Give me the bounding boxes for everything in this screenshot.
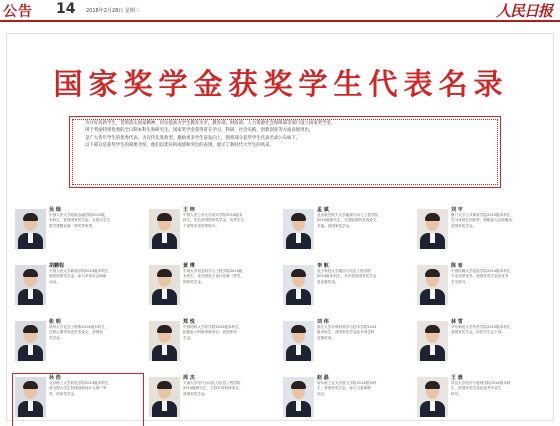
winner-description-line: 获国家奖学金。: [183, 391, 209, 396]
winner-photo: [417, 321, 448, 361]
winner-card: [415, 318, 545, 372]
winner-name: 郑 悦: [183, 319, 195, 325]
winner-name: 周 杰: [183, 375, 195, 381]
winner-photo: [149, 321, 180, 361]
winner-card: [147, 262, 277, 316]
winner-name: 陈 希: [451, 263, 463, 269]
winner-description-line: 及竞赛奖项。: [317, 279, 339, 284]
date-line: 2018年2月28日 星期三: [86, 8, 140, 14]
winner-description: [49, 213, 141, 257]
winner-description-line: 活动。: [49, 279, 60, 284]
winner-description-line: 奖学金。: [49, 335, 64, 340]
winner-description: [451, 269, 543, 313]
winner-photo: [283, 265, 314, 305]
winner-description-line: 积极参与科研训练项目，获国家奖: [183, 330, 237, 335]
winner-description-line: 本科生，获全国电子设计竞赛一等奖、: [183, 274, 245, 279]
winner-description-line: 多篇，获国家奖学金。: [317, 223, 353, 228]
winner-description-line: 华东师范大学外语学院2015级本科生，: [451, 325, 515, 329]
winner-card: [13, 374, 143, 426]
winner-description: [317, 213, 409, 257]
winner-description-line: 学生称号。: [451, 279, 469, 284]
page-header: [0, 0, 560, 22]
winner-description-line: 2014级本科生，多次获得国家奖学金: [317, 274, 377, 279]
winner-description: [451, 213, 543, 257]
winner-name: 吴 瑞: [49, 207, 61, 213]
winner-name: 王 坤: [183, 207, 195, 213]
winner-name: 刘 伟: [317, 319, 329, 325]
winner-description-line: 获全国大学生机械创新设计大赛一等: [49, 386, 107, 391]
intro-paragraph: 为开好高新学生，贯彻落实国家精神，切实提高大学生教育水平，教育部、财政部、人力资源社会保障部等部门设立国家奖学金，: [85, 121, 336, 126]
page-number: 14: [56, 1, 76, 17]
winner-description: [317, 325, 409, 369]
winner-description-line: 北京航空航天大学能源与动力工程学院: [317, 213, 379, 217]
winner-card: [415, 206, 545, 260]
winner-description: [183, 381, 275, 425]
winner-description-line: 2015级研究生，主持多项科研项目，: [183, 386, 243, 391]
winner-description-line: 称号。: [451, 391, 462, 396]
winner-description: [49, 381, 141, 425]
winner-description-line: 清华大学化学工程系2014级本科生，: [49, 325, 109, 329]
winner-description-line: 中国人民公安大学治安学院2014级本: [183, 213, 243, 217]
winner-card: [415, 262, 545, 316]
winner-description-line: 曾获国家奖学金，参与多项社会调研: [49, 274, 107, 279]
winner-description-line: 国家奖学金。: [183, 279, 205, 284]
winner-description-line: 在核心期刊发表学术论文，获国家: [49, 330, 103, 335]
section-name: 公告: [3, 4, 33, 20]
winner-description-line: 生，获国家奖学金及优秀毕业生: [451, 386, 502, 391]
winner-description-line: 生，获国家奖学金，参与卫星研制: [317, 386, 371, 391]
winner-description-line: 本科生，曾获国家奖学金、全国大学生: [49, 218, 111, 223]
winner-card: [147, 206, 277, 260]
winner-name: 赵 磊: [317, 375, 329, 381]
winner-description-line: 武汉大学经济与管理学院2014级本科: [451, 381, 511, 385]
winner-description-line: 专业成绩优异，获国家奖学金及优秀: [451, 274, 509, 279]
winner-photo: [283, 377, 314, 417]
winner-photo: [15, 377, 46, 417]
winner-name: 刘 宇: [451, 207, 463, 213]
winner-description-line: 学金。: [183, 335, 194, 340]
intro-paragraph: 用于奖励特别优秀的全日制本科生和研究生。国家奖学金获得者在学习、科研、社会实践、创新创业等方面表现突出，: [85, 128, 314, 134]
winner-description: [317, 381, 409, 425]
winner-photo: [417, 377, 448, 417]
winner-description-line: 级本科生，获国家奖学金及多项学科: [317, 330, 375, 335]
winner-description-line: 厦门大学公共事务学院2015级本科生，: [451, 213, 515, 217]
winner-description-line: 奖、国家奖学金。: [49, 391, 78, 396]
winner-card: [281, 262, 411, 316]
winner-photo: [15, 265, 46, 305]
winner-photo: [15, 209, 46, 249]
winner-name: 孟 斌: [317, 207, 329, 213]
winner-description-line: 哈尔滨工业大学航天学院2014级本科: [317, 381, 377, 385]
winner-name: 孙 浩: [49, 375, 61, 381]
announcement-panel: [6, 33, 554, 421]
winner-description: [49, 269, 141, 313]
winner-description: [49, 325, 141, 369]
winner-photo: [417, 209, 448, 249]
winner-description: [451, 325, 543, 369]
winner-name: 王 晨: [451, 375, 463, 381]
winner-name: 张 明: [49, 319, 61, 325]
winner-name: 李 航: [317, 263, 329, 269]
winner-description-line: 天津大学电气自动化与信息工程学院: [183, 381, 241, 385]
winner-card: [13, 318, 143, 372]
newspaper-masthead: 人民日报: [495, 2, 552, 20]
winner-description-line: 科生，先后获得国家奖学金、优秀学生: [183, 218, 245, 223]
winner-description-line: 东南大学信息科学与工程学院2014级: [183, 269, 243, 273]
winner-description-line: 电子科技大学通信与信息工程学院: [317, 269, 371, 273]
winner-photo: [417, 265, 448, 305]
winner-card: [281, 318, 411, 372]
winner-description-line: 学习成绩名列前茅，积极参与志愿服务，: [451, 218, 516, 223]
winner-card: [147, 374, 277, 426]
winner-card: [13, 262, 143, 316]
winner-description-line: 北京理工大学机电学院2014级本科生，: [49, 381, 113, 385]
intro-box: [69, 116, 501, 188]
announcement-title: 国家奖学金获奖学生代表名录: [53, 67, 509, 101]
winner-description: [451, 381, 543, 425]
intro-paragraph: 是广大青年学生的优秀代表。为宣传先进典型，激励更多学生奋发向上，现将部分获奖学生代表名录公布如下。: [85, 135, 301, 141]
winner-photo: [283, 209, 314, 249]
winner-description-line: 浙江大学计算机科学与技术学院2014: [317, 325, 377, 329]
winner-name: 黄 博: [183, 263, 195, 269]
winner-description-line: 获国家奖学金，担任学生会干部。: [451, 330, 505, 335]
winner-card: [281, 374, 411, 426]
winner-description-line: 项目。: [317, 391, 328, 396]
winner-card: [13, 206, 143, 260]
winner-description-line: 中国药科大学药学院2015级本科生，: [183, 325, 243, 329]
winner-name: 胡鹏程: [49, 263, 65, 269]
winner-description: [317, 269, 409, 313]
winner-photo: [149, 209, 180, 249]
winner-description-line: 中国人民大学新闻学院2014级本科生，: [49, 269, 113, 273]
winner-card: [147, 318, 277, 372]
winner-name: 林 雪: [451, 319, 463, 325]
winner-photo: [283, 321, 314, 361]
winner-description-line: 干部等多项荣誉称号。: [183, 223, 219, 228]
winner-card: [415, 374, 545, 426]
winner-description-line: 数学建模竞赛一等奖等荣誉。: [49, 223, 96, 228]
winner-photo: [15, 321, 46, 361]
winner-photo: [149, 377, 180, 417]
winner-card: [281, 206, 411, 260]
winner-description-line: 竞赛奖项。: [317, 335, 335, 340]
winner-description-line: 中国传媒大学电视学院2014级本科生，: [451, 269, 515, 273]
winner-description: [183, 269, 275, 313]
winner-description: [183, 213, 275, 257]
winner-description-line: 2015级研究生，在国际期刊发表论文: [317, 218, 377, 223]
intro-paragraph: 以下部分是获奖学生的简要介绍，他们以优异的成绩和突出的表现，展示了新时代大学生的风采。: [85, 143, 274, 149]
winner-photo: [149, 265, 180, 305]
winner-description-line: 获国家奖学金。: [451, 223, 477, 228]
winner-description-line: 中国人民大学财政金融学院2014级: [49, 213, 105, 217]
winner-description: [183, 325, 275, 369]
